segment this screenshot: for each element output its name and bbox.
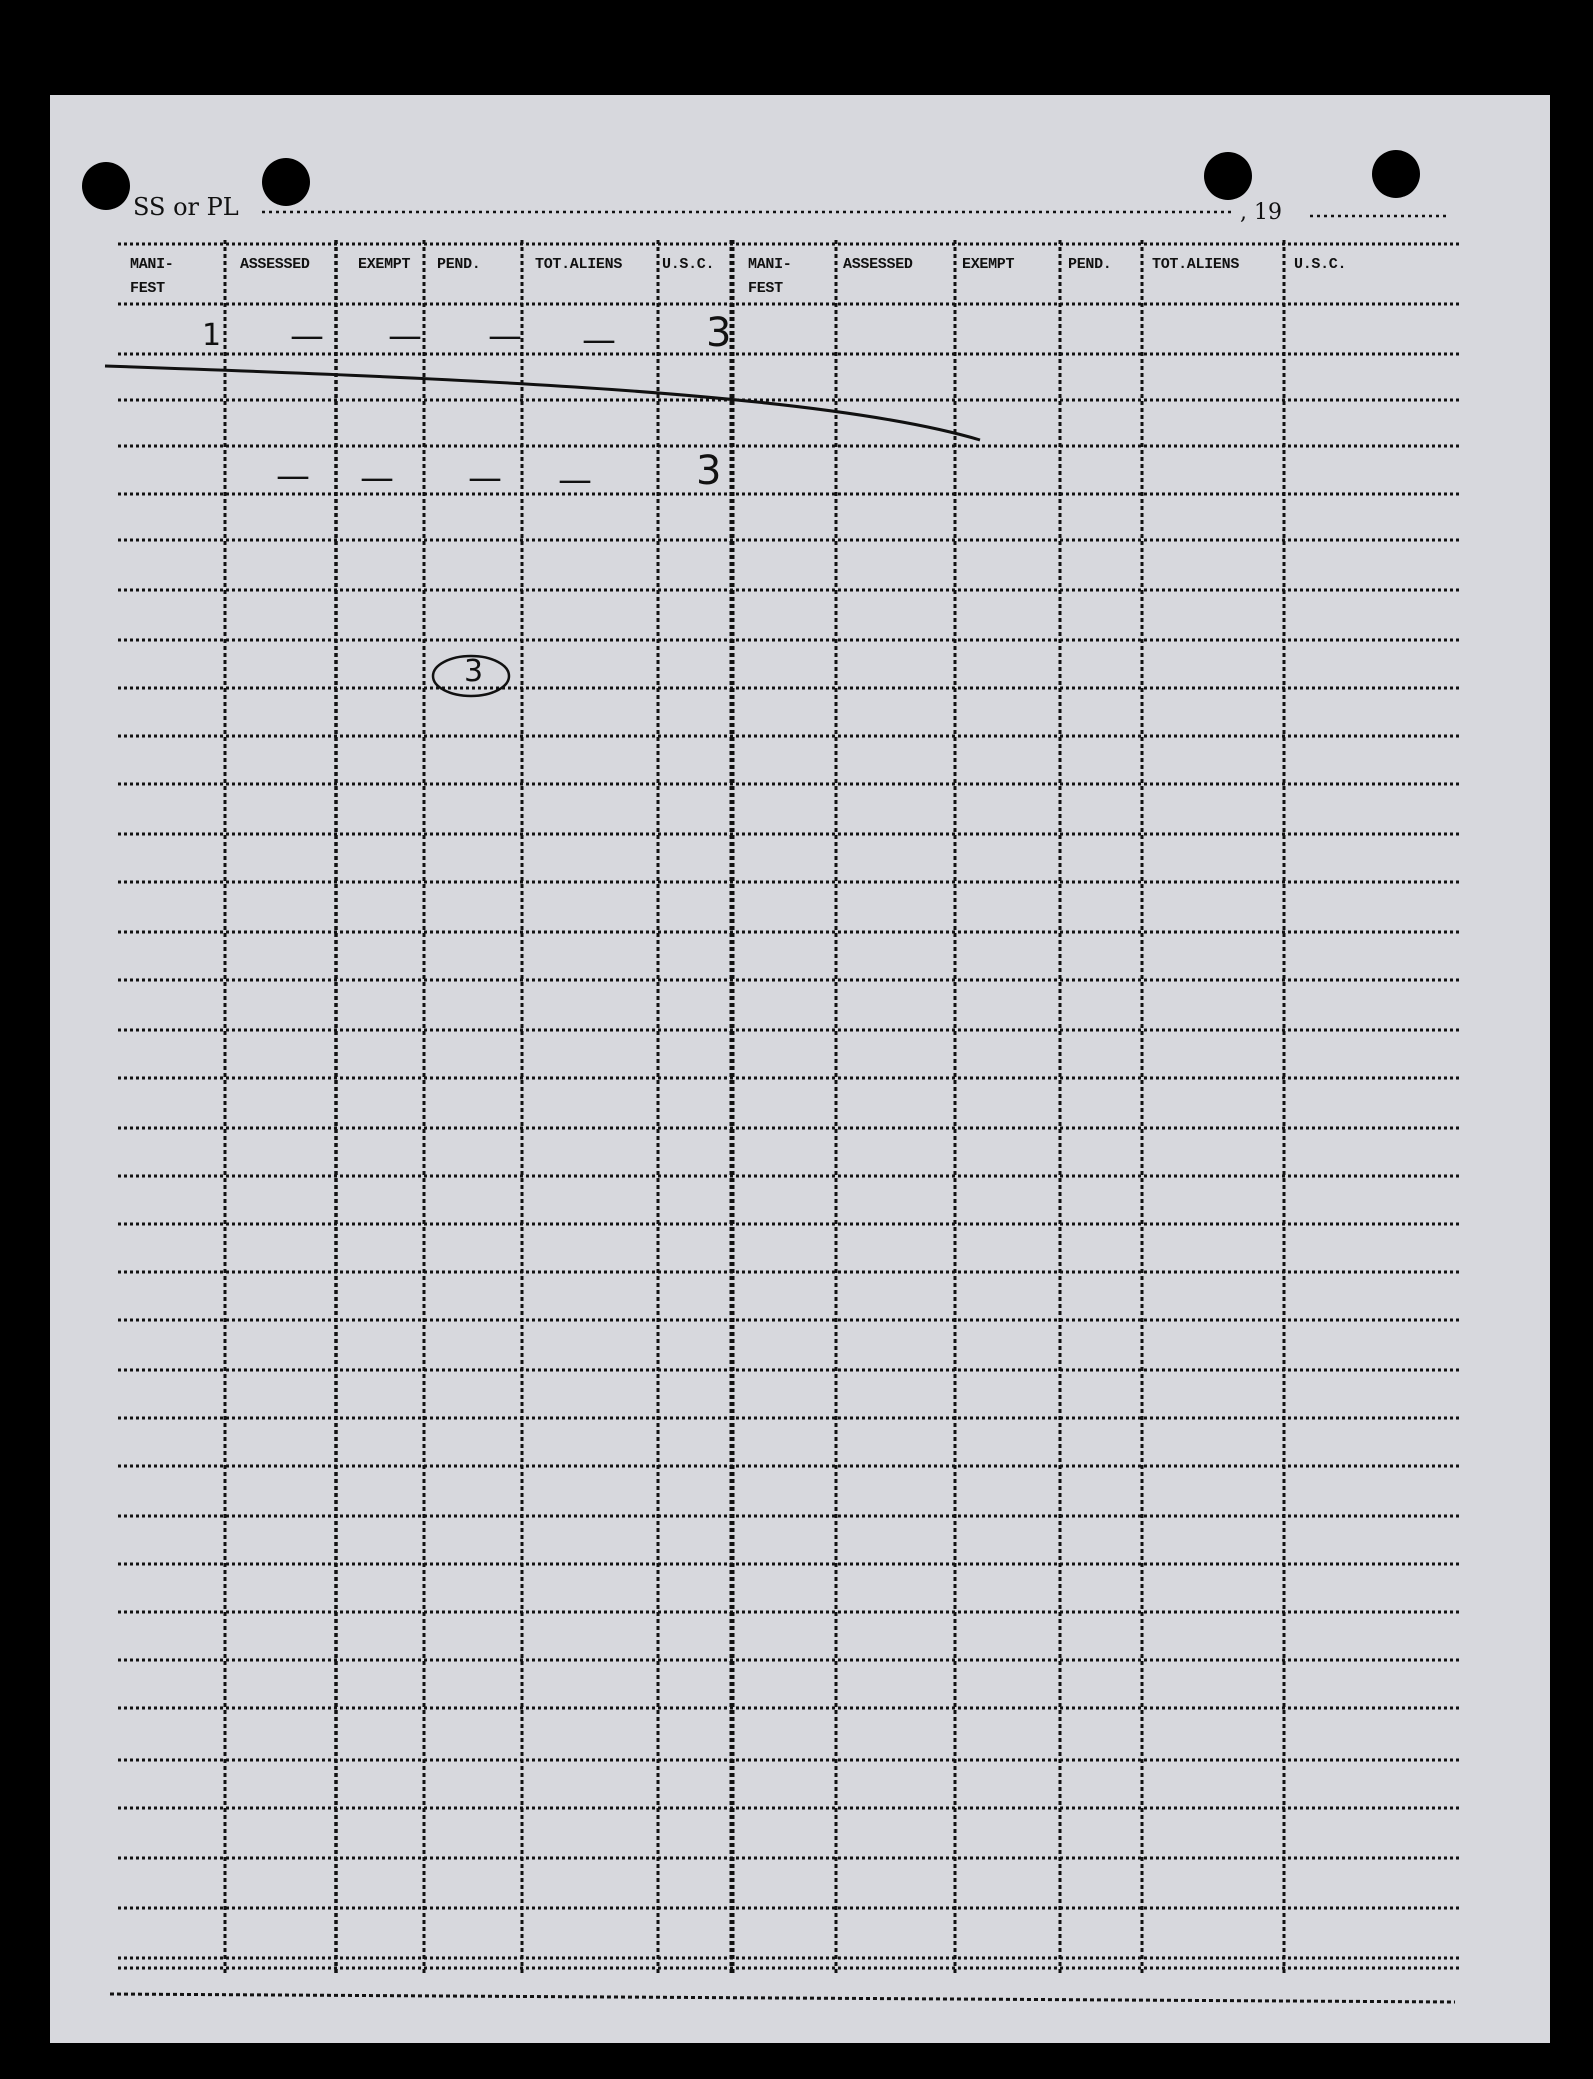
ss-or-pl-label: SS or PL xyxy=(133,193,239,221)
row1-exempt-dash: — xyxy=(388,316,422,356)
col-head-left-4: PEND. xyxy=(437,256,481,273)
row1-manifest-value: 1 xyxy=(202,318,222,353)
col-head-right-2: ASSESSED xyxy=(843,256,913,273)
col-head-left-3: EXEMPT xyxy=(358,256,411,273)
row2-usc-value: 3 xyxy=(696,448,722,494)
row2-exempt-dash: — xyxy=(360,458,394,498)
col-head-left-2: ASSESSED xyxy=(240,256,310,273)
row2-pend-dash: — xyxy=(468,458,502,498)
col-head-right-6: U.S.C. xyxy=(1294,256,1347,273)
col-head-right-5: TOT.ALIENS xyxy=(1152,256,1240,273)
year-prefix-label: , 19 xyxy=(1240,200,1282,225)
col-head-right-3: EXEMPT xyxy=(962,256,1015,273)
col-head-left-1: MANI- FEST xyxy=(130,256,174,297)
row2-tot-aliens-dash: — xyxy=(558,460,592,500)
col-head-left-5: TOT.ALIENS xyxy=(535,256,623,273)
col-head-right-1: MANI- FEST xyxy=(748,256,792,297)
circled-total-value: 3 xyxy=(464,654,484,689)
col-head-right-4: PEND. xyxy=(1068,256,1112,273)
row1-tot-aliens-dash: — xyxy=(582,320,616,360)
col-head-left-6: U.S.C. xyxy=(662,256,715,273)
row2-assessed-dash: — xyxy=(276,456,310,496)
row1-pend-dash: — xyxy=(488,316,522,356)
row1-assessed-dash: — xyxy=(290,316,324,356)
row1-usc-value: 3 xyxy=(706,310,732,356)
